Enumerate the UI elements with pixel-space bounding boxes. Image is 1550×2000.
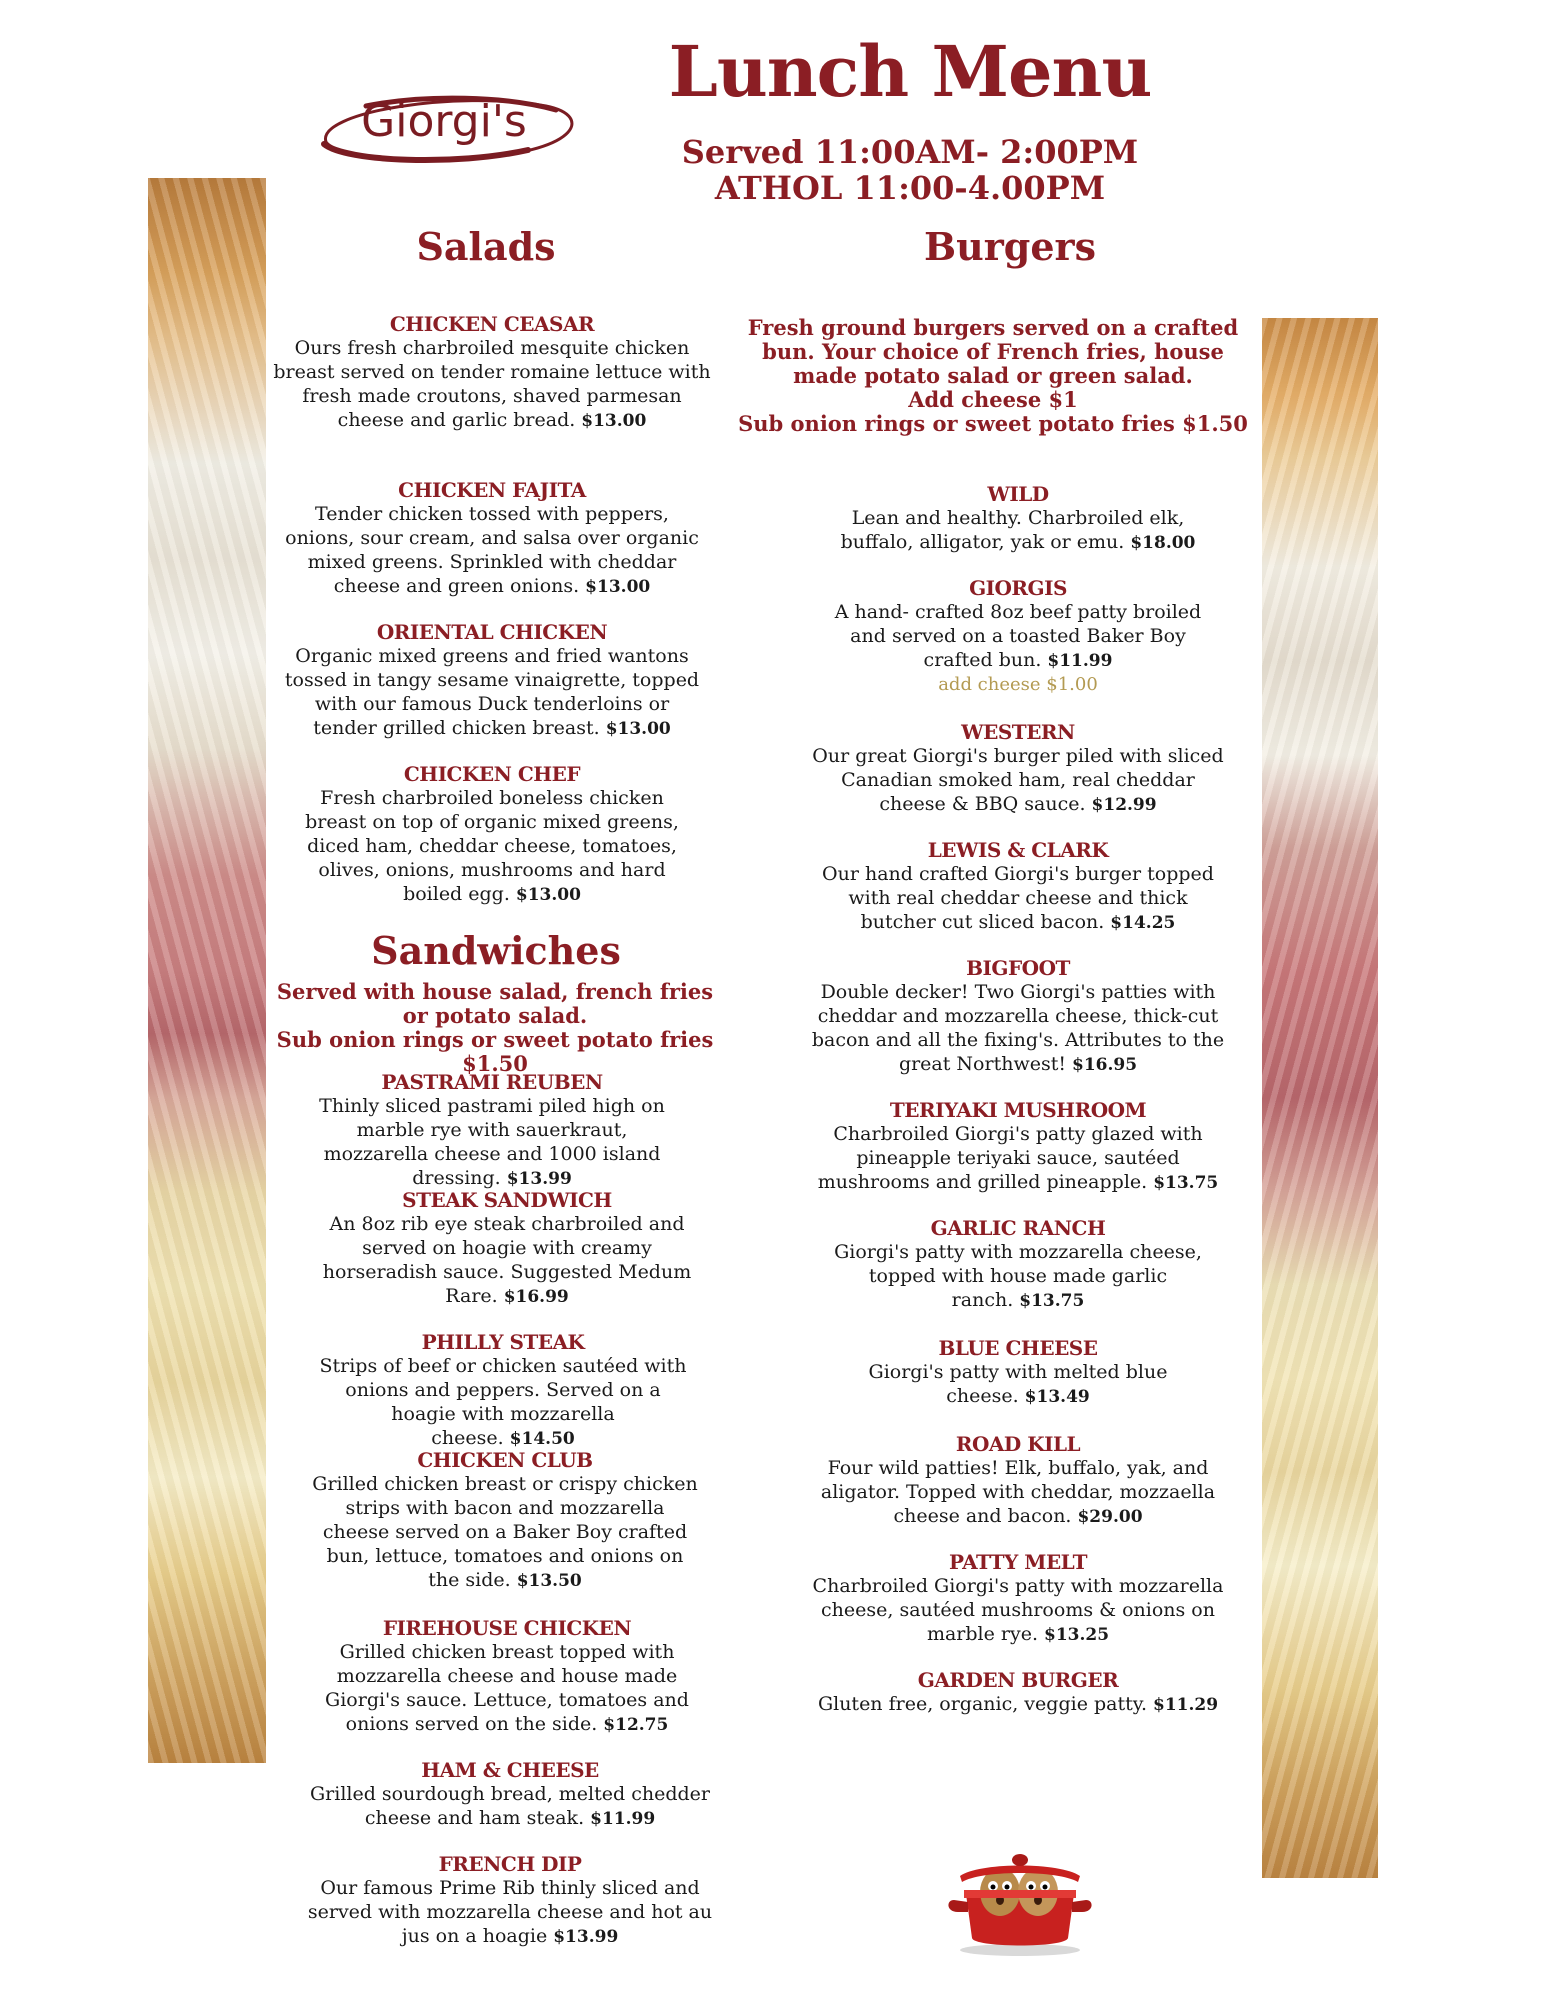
item-name: WESTERN <box>961 720 1075 744</box>
item-name: BLUE CHEESE <box>938 1336 1098 1360</box>
item-name: CHICKEN CEASAR <box>389 312 595 336</box>
item-description: Tender chicken tossed with peppers, onions, sour cream, and salsa over organic mixed greens. Sprinkled with cheddar cheese and green onions. $13.00 <box>285 503 699 597</box>
item-name: FIREHOUSE CHICKEN <box>382 1616 632 1640</box>
item-name: FRENCH DIP <box>438 1852 582 1876</box>
hours-line-2: ATHOL 11:00-4.00PM <box>714 169 1106 207</box>
item-price: $11.99 <box>1047 651 1113 671</box>
menu-item <box>820 1216 1216 1313</box>
sandwiches-note-line-2: Sub onion rings or sweet potato fries $1.50 <box>276 1027 714 1076</box>
menu-item <box>808 1432 1228 1529</box>
item-description: Charbroiled Giorgi's patty glazed with pineapple teriyaki sauce, sautéed mushrooms and grilled pineapple. $13.75 <box>817 1123 1219 1193</box>
item-price: $12.99 <box>1091 795 1157 815</box>
menu-item <box>806 1550 1230 1647</box>
menu-item <box>322 1616 692 1737</box>
menu-item <box>310 1758 710 1831</box>
menu-item <box>800 1668 1236 1717</box>
menu-item <box>828 482 1208 555</box>
item-description: Charbroiled Giorgi's patty with mozzarella cheese, sautéed mushrooms & onions on marble rye. $13.25 <box>812 1575 1224 1645</box>
item-description: Grilled chicken breast topped with mozzarella cheese and house made Giorgi's sauce. Lettuce, tomatoes and onions served on the side. $12.75 <box>325 1641 689 1735</box>
item-name: ORIENTAL CHICKEN <box>376 620 608 644</box>
item-price: $11.29 <box>1153 1695 1219 1715</box>
salads-heading: Salads <box>416 224 556 269</box>
item-description: Four wild patties! Elk, buffalo, yak, and aligator. Topped with cheddar, mozzaella cheese and bacon. $29.00 <box>820 1457 1216 1527</box>
sandwich-photo-right <box>1262 318 1378 1878</box>
item-description: Our hand crafted Giorgi's burger topped with real cheddar cheese and thick butcher cut sliced bacon. $14.25 <box>822 863 1214 933</box>
item-description: Our great Giorgi's burger piled with sliced Canadian smoked ham, real cheddar cheese & BBQ sauce. $12.99 <box>812 745 1224 815</box>
item-price: $14.25 <box>1110 913 1176 933</box>
burgers-heading: Burgers <box>924 224 1096 269</box>
potato-pot-illustration <box>940 1846 1100 1958</box>
item-name: CHICKEN FAJITA <box>398 478 586 502</box>
burgers-note-line-3: Sub onion rings or sweet potato fries $1.50 <box>738 411 1248 436</box>
burgers-note-line-1: Fresh ground burgers served on a crafted bun. Your choice of French fries, house made potato salad or green salad. <box>747 315 1239 388</box>
item-name: GARDEN BURGER <box>917 1668 1119 1692</box>
item-price: $13.00 <box>515 885 581 905</box>
menu-item <box>312 1070 672 1191</box>
item-description: Ours fresh charbroiled mesquite chicken breast served on tender romaine lettuce with fresh made croutons, shaved parmesan cheese and garlic bread. $13.00 <box>273 337 711 431</box>
item-description: Gluten free, organic, veggie patty. $11.29 <box>817 1693 1219 1715</box>
item-price: $16.95 <box>1071 1055 1138 1075</box>
item-name: CHICKEN CLUB <box>417 1448 593 1472</box>
logo <box>306 92 582 166</box>
menu-item <box>810 1098 1226 1195</box>
burgers-note-line-2: Add cheese $1 <box>908 387 1078 412</box>
menu-item <box>310 1448 700 1593</box>
menu-item <box>850 1336 1186 1409</box>
item-name: HAM & CHEESE <box>421 1758 599 1782</box>
menu-item <box>272 312 712 433</box>
item-price: $13.99 <box>506 1169 572 1189</box>
item-name: PASTRAMI REUBEN <box>381 1070 603 1094</box>
page-title: Lunch Menu <box>668 30 1152 113</box>
menu-item <box>318 1330 688 1451</box>
item-name: ROAD KILL <box>955 1432 1081 1456</box>
item-price: $13.25 <box>1044 1625 1110 1645</box>
sandwich-photo-left <box>148 178 266 1763</box>
menu-item <box>322 1188 692 1309</box>
item-name: STEAK SANDWICH <box>402 1188 612 1212</box>
item-description: Double decker! Two Giorgi's patties with cheddar and mozzarella cheese, thick-cut bacon and all the fixing's. Attributes to the great Northwest! $16.95 <box>811 981 1225 1075</box>
item-name: BIGFOOT <box>966 956 1070 980</box>
hours-line-1: Served 11:00AM- 2:00PM <box>681 133 1139 171</box>
item-description: Grilled sourdough bread, melted chedder cheese and ham steak. $11.99 <box>310 1783 710 1829</box>
item-description: Giorgi's patty with melted blue cheese. $13.49 <box>868 1361 1168 1407</box>
item-price: $13.50 <box>516 1571 582 1591</box>
burgers-note <box>728 316 1258 436</box>
menu-item <box>806 956 1230 1077</box>
item-price: $13.75 <box>1153 1173 1219 1193</box>
item-name: TERIYAKI MUSHROOM <box>889 1098 1147 1122</box>
item-name: PHILLY STEAK <box>421 1330 585 1354</box>
item-name: LEWIS & CLARK <box>927 838 1109 862</box>
item-price: $11.99 <box>590 1809 656 1829</box>
item-description: Our famous Prime Rib thinly sliced and served with mozzarella cheese and hot au jus on a hoagie $13.99 <box>307 1877 713 1947</box>
item-name: GIORGIS <box>969 576 1067 600</box>
add-cheese-note: add cheese $1.00 <box>938 674 1098 695</box>
item-description: Giorgi's patty with mozzarella cheese, topped with house made garlic ranch. $13.75 <box>834 1241 1202 1311</box>
menu-item <box>808 720 1228 817</box>
item-name: PATTY MELT <box>949 1550 1087 1574</box>
item-price: $13.00 <box>585 577 651 597</box>
menu-item <box>818 838 1218 935</box>
item-name: WILD <box>987 482 1049 506</box>
item-price: $12.75 <box>603 1715 669 1735</box>
menu-item <box>292 762 692 907</box>
item-price: $13.00 <box>581 411 647 431</box>
item-price: $13.49 <box>1024 1387 1090 1407</box>
item-name: CHICKEN CHEF <box>403 762 581 786</box>
item-price: $13.00 <box>605 719 671 739</box>
menu-item <box>282 620 702 741</box>
item-description: A hand- crafted 8oz beef patty broiled and served on a toasted Baker Boy crafted bun. $11.99 <box>834 601 1202 671</box>
sandwiches-heading: Sandwiches <box>371 928 621 973</box>
logo-text: Giorgi's <box>361 96 527 147</box>
item-description: Grilled chicken breast or crispy chicken strips with bacon and mozzarella cheese served on a Baker Boy crafted bun, lettuce, tomatoes and onions on the side. $13.50 <box>312 1473 698 1591</box>
menu-item <box>826 576 1210 697</box>
item-price: $13.99 <box>553 1927 619 1947</box>
item-price: $29.00 <box>1077 1507 1143 1527</box>
sandwiches-note-line-1: Served with house salad, french fries or potato salad. <box>276 979 714 1028</box>
item-description: Strips of beef or chicken sautéed with onions and peppers. Served on a hoagie with mozzarella cheese. $14.50 <box>319 1355 687 1449</box>
item-description: Fresh charbroiled boneless chicken breast on top of organic mixed greens, diced ham, cheddar cheese, tomatoes, olives, onions, mushrooms and hard boiled egg. $13.00 <box>305 787 679 905</box>
item-description: An 8oz rib eye steak charbroiled and served on hoagie with creamy horseradish sauce. Suggested Medum Rare. $16.99 <box>322 1213 692 1307</box>
item-name: GARLIC RANCH <box>930 1216 1106 1240</box>
item-price: $16.99 <box>503 1287 569 1307</box>
item-price: $18.00 <box>1130 533 1196 553</box>
item-price: $14.50 <box>509 1429 575 1449</box>
sandwiches-note <box>270 980 720 1076</box>
item-description: Lean and healthy. Charbroiled elk, buffalo, alligator, yak or emu. $18.00 <box>840 507 1196 553</box>
hours <box>660 134 1160 206</box>
item-description: Thinly sliced pastrami piled high on marble rye with sauerkraut, mozzarella cheese and 1000 island dressing. $13.99 <box>319 1095 665 1189</box>
menu-item <box>282 478 702 599</box>
item-price: $13.75 <box>1019 1291 1085 1311</box>
item-description: Organic mixed greens and fried wantons tossed in tangy sesame vinaigrette, topped with our famous Duck tenderloins or tender grilled chicken breast. $13.00 <box>284 645 700 739</box>
menu-item <box>302 1852 718 1949</box>
